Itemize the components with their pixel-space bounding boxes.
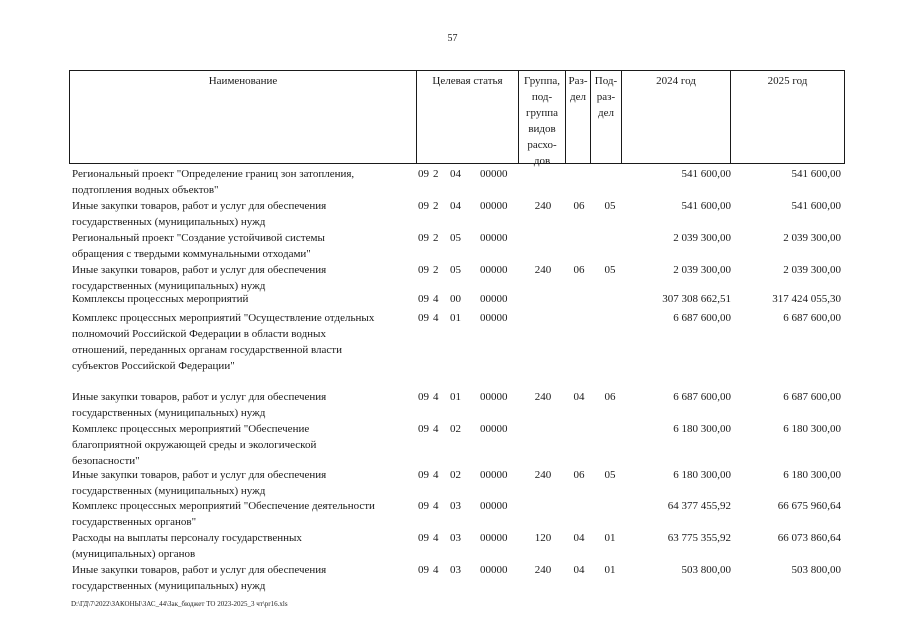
target-code-event: 03	[450, 500, 461, 512]
header-target: Целевая статья	[417, 71, 519, 163]
row-name: Иные закупки товаров, работ и услуг для обеспечения государственных (муниципальных) нужд	[72, 200, 327, 228]
target-code-subprogram: 4	[433, 564, 439, 576]
row-name: Комплекс процессных мероприятий "Осуществление отдельных полномочий Российской Федерации в области водных отношений, переданных органам государственной власти субъектов Российской Федерации"	[72, 312, 375, 372]
target-code-program: 09	[418, 232, 429, 244]
target-code-program: 09	[418, 264, 429, 276]
target-code-event: 02	[450, 469, 461, 481]
target-code-direction: 00000	[480, 200, 508, 212]
file-path-footer: D:\ГД\7\2022\ЗАКОНЫ\ЗАС_44\Зак_бюджет ТО 2023-2025_3 чт\pr16.xls	[71, 600, 288, 608]
row-name: Расходы на выплаты персоналу государственных (муниципальных) органов	[72, 532, 302, 560]
target-code-direction: 00000	[480, 532, 508, 544]
amount-2024: 63 775 355,92	[667, 532, 731, 544]
target-code-event: 05	[450, 264, 461, 276]
target-code-subprogram: 4	[433, 293, 439, 305]
amount-2024: 541 600,00	[681, 168, 731, 180]
target-code-subprogram: 4	[433, 500, 439, 512]
target-code-subprogram: 2	[433, 200, 439, 212]
subsection: 05	[604, 264, 616, 276]
target-code-program: 09	[418, 312, 429, 324]
target-code-event: 05	[450, 232, 461, 244]
subsection: 01	[604, 532, 616, 544]
amount-2025: 6 180 300,00	[783, 423, 841, 435]
target-code-event: 01	[450, 312, 461, 324]
amount-2024: 6 180 300,00	[673, 423, 731, 435]
target-code-program: 09	[418, 500, 429, 512]
target-code-subprogram: 4	[433, 423, 439, 435]
expense-group: 240	[534, 391, 552, 403]
section: 06	[573, 469, 585, 481]
target-code-subprogram: 4	[433, 469, 439, 481]
amount-2025: 541 600,00	[791, 200, 841, 212]
header-razdel: Раз- дел	[566, 71, 591, 163]
subsection: 05	[604, 469, 616, 481]
target-code-direction: 00000	[480, 423, 508, 435]
row-name: Комплексы процессных мероприятий	[72, 293, 249, 305]
amount-2024: 503 800,00	[681, 564, 731, 576]
target-code-direction: 00000	[480, 168, 508, 180]
amount-2025: 6 687 600,00	[783, 312, 841, 324]
amount-2025: 6 687 600,00	[783, 391, 841, 403]
amount-2024: 6 180 300,00	[673, 469, 731, 481]
amount-2024: 6 687 600,00	[673, 391, 731, 403]
table-header	[69, 70, 845, 167]
target-code-subprogram: 4	[433, 312, 439, 324]
target-code-program: 09	[418, 200, 429, 212]
target-code-direction: 00000	[480, 312, 508, 324]
target-code-event: 02	[450, 423, 461, 435]
amount-2024: 2 039 300,00	[673, 232, 731, 244]
subsection: 06	[604, 391, 616, 403]
amount-2025: 2 039 300,00	[783, 232, 841, 244]
expense-group: 240	[534, 469, 552, 481]
target-code-subprogram: 2	[433, 232, 439, 244]
target-code-direction: 00000	[480, 564, 508, 576]
target-code-program: 09	[418, 469, 429, 481]
row-name: Иные закупки товаров, работ и услуг для обеспечения государственных (муниципальных) нужд	[72, 264, 327, 292]
target-code-program: 09	[418, 564, 429, 576]
amount-2024: 2 039 300,00	[673, 264, 731, 276]
expense-group: 240	[534, 564, 552, 576]
target-code-program: 09	[418, 293, 429, 305]
target-code-subprogram: 4	[433, 532, 439, 544]
page-number: 57	[447, 33, 458, 44]
amount-2024: 64 377 455,92	[667, 500, 731, 512]
target-code-program: 09	[418, 423, 429, 435]
amount-2025: 2 039 300,00	[783, 264, 841, 276]
target-code-direction: 00000	[480, 264, 508, 276]
section: 04	[573, 564, 585, 576]
target-code-direction: 00000	[480, 391, 508, 403]
section: 04	[573, 532, 585, 544]
row-name: Иные закупки товаров, работ и услуг для обеспечения государственных (муниципальных) нужд	[72, 391, 327, 419]
row-name: Комплекс процессных мероприятий "Обеспечение деятельности государственных органов"	[72, 500, 375, 528]
target-code-event: 04	[450, 200, 461, 212]
target-code-program: 09	[418, 391, 429, 403]
target-code-event: 04	[450, 168, 461, 180]
amount-2025: 66 073 860,64	[777, 532, 841, 544]
subsection: 05	[604, 200, 616, 212]
amount-2025: 317 424 055,30	[772, 293, 841, 305]
target-code-subprogram: 4	[433, 391, 439, 403]
amount-2024: 541 600,00	[681, 200, 731, 212]
amount-2025: 541 600,00	[791, 168, 841, 180]
header-2025: 2025 год	[767, 75, 808, 87]
target-code-event: 00	[450, 293, 461, 305]
target-code-subprogram: 2	[433, 168, 439, 180]
section: 04	[573, 391, 585, 403]
header-podrazdel: Под- раз- дел	[591, 71, 622, 163]
section: 06	[573, 264, 585, 276]
row-name: Иные закупки товаров, работ и услуг для обеспечения государственных (муниципальных) нужд	[72, 564, 327, 592]
target-code-direction: 00000	[480, 500, 508, 512]
target-code-event: 03	[450, 564, 461, 576]
target-code-event: 03	[450, 532, 461, 544]
target-code-event: 01	[450, 391, 461, 403]
target-code-direction: 00000	[480, 232, 508, 244]
expense-group: 240	[534, 200, 552, 212]
target-code-program: 09	[418, 532, 429, 544]
amount-2025: 66 675 960,64	[777, 500, 841, 512]
row-name: Региональный проект "Создание устойчивой системы обращения с твердыми коммунальными отходами"	[72, 232, 325, 260]
amount-2024: 307 308 662,51	[662, 293, 731, 305]
target-code-direction: 00000	[480, 469, 508, 481]
amount-2025: 6 180 300,00	[783, 469, 841, 481]
section: 06	[573, 200, 585, 212]
row-name: Комплекс процессных мероприятий "Обеспечение благоприятной окружающей среды и экологической безопасности"	[72, 423, 317, 467]
expense-group: 240	[534, 264, 552, 276]
row-name: Иные закупки товаров, работ и услуг для обеспечения государственных (муниципальных) нужд	[72, 469, 327, 497]
expense-group: 120	[534, 532, 552, 544]
header-name: Наименование	[70, 71, 417, 163]
target-code-program: 09	[418, 168, 429, 180]
header-2024: 2024 год	[622, 71, 731, 163]
header-group: Группа, под- группа видов расхо- дов	[519, 71, 566, 163]
target-code-subprogram: 2	[433, 264, 439, 276]
amount-2024: 6 687 600,00	[673, 312, 731, 324]
row-name: Региональный проект "Определение границ зон затопления, подтопления водных объектов"	[72, 168, 355, 196]
amount-2025: 503 800,00	[791, 564, 841, 576]
subsection: 01	[604, 564, 616, 576]
target-code-direction: 00000	[480, 293, 508, 305]
